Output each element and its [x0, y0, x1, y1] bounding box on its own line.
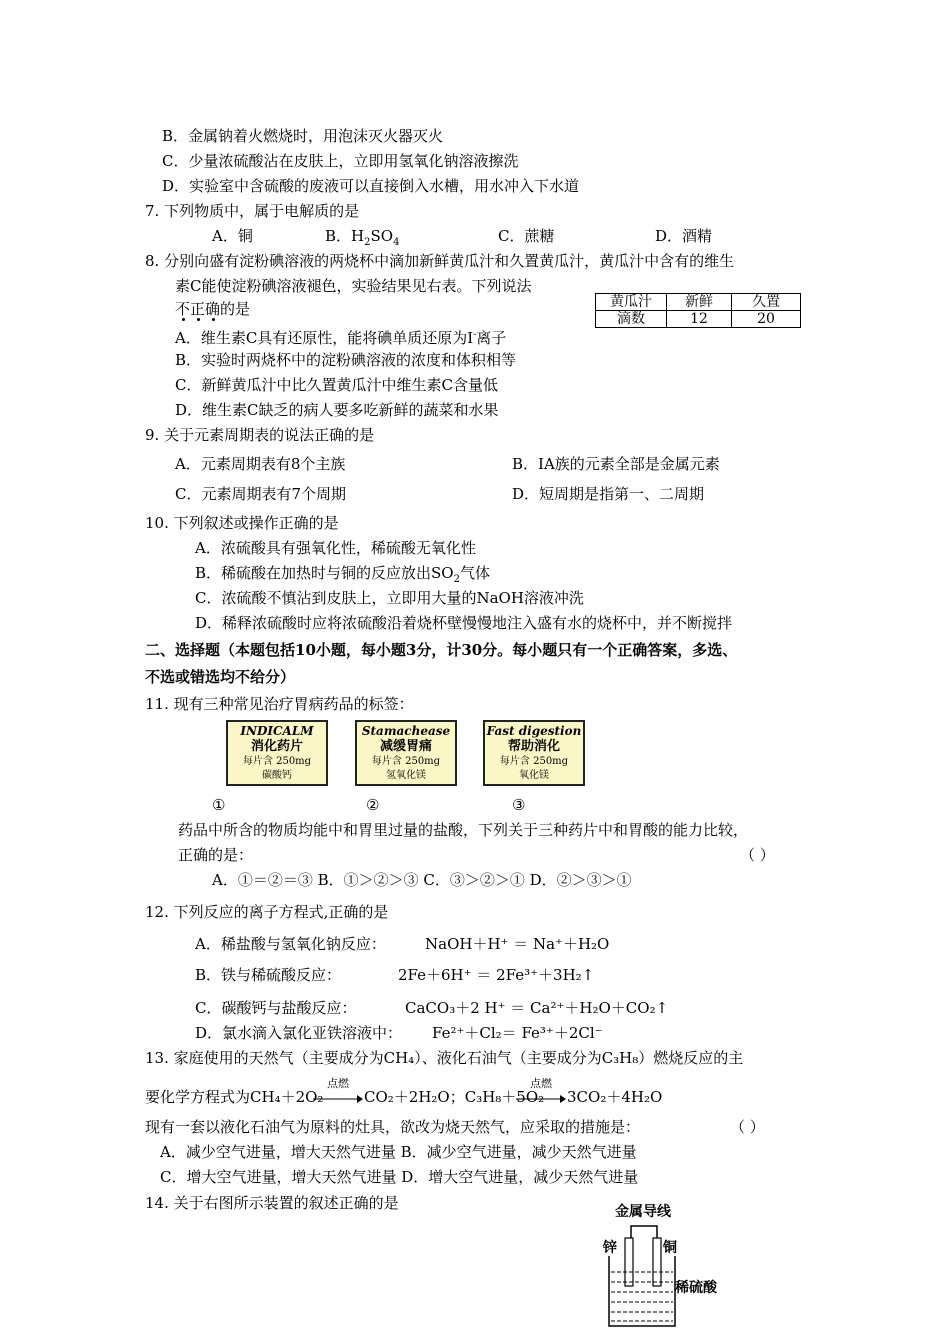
- label-brand: INDICALM: [240, 724, 314, 738]
- zinc-label: 锌: [603, 1240, 617, 1256]
- acid-label: 稀硫酸: [675, 1280, 717, 1296]
- galvanic-cell-diagram: [595, 1200, 765, 1330]
- q8-option-a: A．维生素C具有还原性，能将碘单质还原为I-离子: [175, 329, 507, 347]
- q7-option-a: A．铜: [212, 227, 253, 245]
- q13-stem-3: 现有一套以液化石油气为原料的灶具，欲改为烧天然气，应采取的措施是：: [145, 1118, 641, 1136]
- q9-option-b: B．ⅠA族的元素全部是金属元素: [512, 455, 720, 473]
- arrow-icon: [313, 1094, 363, 1104]
- q10-option-c: C．浓硫酸不慎沾到皮肤上，立即用大量的NaOH溶液冲洗: [195, 589, 584, 607]
- label-brand: Fast digestion: [486, 724, 582, 738]
- q12-option-b-label: B．铁与稀硫酸反应：: [195, 966, 342, 984]
- q12-option-b-equation: 2Fe＋6H⁺ ＝ 2Fe³⁺＋3H₂↑: [398, 966, 595, 984]
- label-number-1: ①: [212, 796, 226, 814]
- q12-stem: 12. 下列反应的离子方程式,正确的是: [145, 903, 389, 921]
- table-header-cell: 新鲜: [667, 294, 732, 311]
- q6-option-b: B．金属钠着火燃烧时，用泡沫灭火器灭火: [162, 127, 444, 145]
- q6-option-d: D．实验室中含硫酸的废液可以直接倒入水槽，用水冲入下水道: [162, 177, 580, 195]
- label-dose: 每片含 250mg: [371, 756, 441, 767]
- q14-stem: 14. 关于右图所示装置的叙述正确的是: [145, 1194, 399, 1212]
- arrow-icon: [516, 1094, 566, 1104]
- q11-answer-paren: （ ）: [740, 846, 775, 864]
- label-ingredient: 氧化镁: [519, 770, 549, 781]
- q13-stem-1: 13. 家庭使用的天然气（主要成分为CH₄）、液化石油气（主要成分为C₃H₈）燃烧反应的主: [145, 1049, 744, 1067]
- copper-label: 铜: [663, 1240, 677, 1256]
- q13-options-cd: C．增大空气进量，增大天然气进量 D．增大空气进量，减少天然气进量: [160, 1168, 639, 1186]
- ignition-arrow: [313, 1078, 363, 1108]
- q13-answer-paren: （ ）: [730, 1118, 765, 1136]
- q7-stem: 7. 下列物质中，属于电解质的是: [145, 202, 360, 220]
- section-2-heading-1: 二、选择题（本题包括10小题，每小题3分，计30分。每小题只有一个正确答案，多选、: [145, 641, 738, 659]
- section-2-heading-2: 不选或错选均不给分）: [145, 668, 296, 686]
- q8-option-b: B．实验时两烧杯中的淀粉碘溶液的浓度和体积相等: [175, 351, 517, 369]
- q10-option-d: D．稀释浓硫酸时应将浓硫酸沿着烧杯壁慢慢地注入盛有水的烧杯中，并不断搅拌: [195, 614, 733, 632]
- q10-stem: 10. 下列叙述或操作正确的是: [145, 514, 339, 532]
- cucumber-juice-table: [595, 293, 801, 328]
- q9-stem: 9. 关于元素周期表的说法正确的是: [145, 426, 375, 444]
- q11-text-1: 药品中所含的物质均能中和胃里过量的盐酸，下列关于三种药片中和胃酸的能力比较，: [178, 821, 749, 839]
- medicine-label-3: [483, 720, 585, 786]
- label-title: 消化药片: [250, 739, 303, 754]
- ignition-label: 点燃: [530, 1077, 552, 1090]
- q13-equation-b: CO₂＋2H₂O；C₃H₈＋5O₂: [364, 1088, 545, 1106]
- label-number-2: ②: [366, 796, 380, 814]
- q11-text-2: 正确的是：: [178, 846, 254, 864]
- label-title: 帮助消化: [507, 739, 560, 754]
- ignition-label: 点燃: [327, 1077, 349, 1090]
- beaker-icon: [595, 1200, 765, 1330]
- q11-options: A．①＝②＝③ B．①＞②＞③ C．③＞②＞① D．②＞③＞①: [212, 871, 632, 889]
- q8-option-c: C．新鲜黄瓜汁中比久置黄瓜汁中维生素C含量低: [175, 376, 498, 394]
- q7-option-d: D．酒精: [655, 227, 713, 245]
- q10-option-b: B．稀硫酸在加热时与铜的反应放出$SO_2$气体: [195, 564, 490, 585]
- q12-option-a-equation: NaOH＋H⁺ ＝ Na⁺＋H₂O: [425, 935, 610, 953]
- label-ingredient: 氢氧化镁: [386, 770, 426, 781]
- q12-option-d-label: D．氯水滴入氯化亚铁溶液中：: [195, 1024, 403, 1042]
- table-header-cell: 黄瓜汁: [596, 294, 667, 311]
- q7-option-c: C．蔗糖: [498, 227, 555, 245]
- q13-options-ab: A．减少空气进量，增大天然气进量 B．减少空气进量，减少天然气进量: [160, 1143, 637, 1161]
- label-dose: 每片含 250mg: [499, 756, 569, 767]
- q6-option-c: C．少量浓硫酸沾在皮肤上，立即用氢氧化钠溶液擦洗: [162, 152, 519, 170]
- label-brand: Stamachease: [361, 724, 451, 738]
- label-dose: 每片含 250mg: [242, 756, 312, 767]
- q12-option-d-equation: Fe²⁺＋Cl₂＝ Fe³⁺＋2Cl⁻: [432, 1024, 603, 1042]
- q12-option-c-label: C．碳酸钙与盐酸反应：: [195, 999, 357, 1017]
- q9-option-a: A．元素周期表有8个主族: [175, 455, 346, 473]
- q8-stem-3: 不正确的是: [175, 300, 251, 318]
- q8-stem-2: 素C能使淀粉碘溶液褪色，实验结果见右表。下列说法: [175, 277, 532, 295]
- q9-option-c: C．元素周期表有7个周期: [175, 485, 347, 503]
- table-header-cell: 久置: [732, 294, 801, 311]
- q13-equation-c: 3CO₂＋4H₂O: [567, 1088, 663, 1106]
- q7-option-b: B．$H_2SO_4$: [325, 227, 400, 248]
- table-cell: 12: [667, 311, 732, 328]
- ignition-arrow: [516, 1078, 566, 1108]
- label-title: 减缓胃痛: [379, 739, 432, 754]
- emphasis-dot: [182, 318, 185, 321]
- table-cell: 20: [732, 311, 801, 328]
- emphasis-dot: [197, 318, 200, 321]
- label-ingredient: 碳酸钙: [262, 770, 292, 781]
- q10-option-a: A．浓硫酸具有强氧化性，稀硫酸无氧化性: [195, 539, 476, 557]
- q13-equation-a: 要化学方程式为CH₄＋2O₂: [145, 1088, 324, 1106]
- medicine-label-1: [226, 720, 328, 786]
- table-cell: 滴数: [596, 311, 667, 328]
- q12-option-a-label: A．稀盐酸与氢氧化钠反应：: [195, 935, 386, 953]
- label-number-3: ③: [512, 796, 526, 814]
- q8-stem-1: 8. 分别向盛有淀粉碘溶液的两烧杯中滴加新鲜黄瓜汁和久置黄瓜汁，黄瓜汁中含有的维生: [145, 252, 735, 270]
- q12-option-c-equation: CaCO₃＋2 H⁺ ＝ Ca²⁺＋H₂O＋CO₂↑: [405, 999, 669, 1017]
- q11-stem: 11. 现有三种常见治疗胃病药品的标签：: [145, 695, 414, 713]
- emphasis-dot: [212, 318, 215, 321]
- q9-option-d: D．短周期是指第一、二周期: [512, 485, 705, 503]
- medicine-label-2: [355, 720, 457, 786]
- wire-label: 金属导线: [615, 1204, 671, 1220]
- q8-option-d: D．维生素C缺乏的病人要多吃新鲜的蔬菜和水果: [175, 401, 499, 419]
